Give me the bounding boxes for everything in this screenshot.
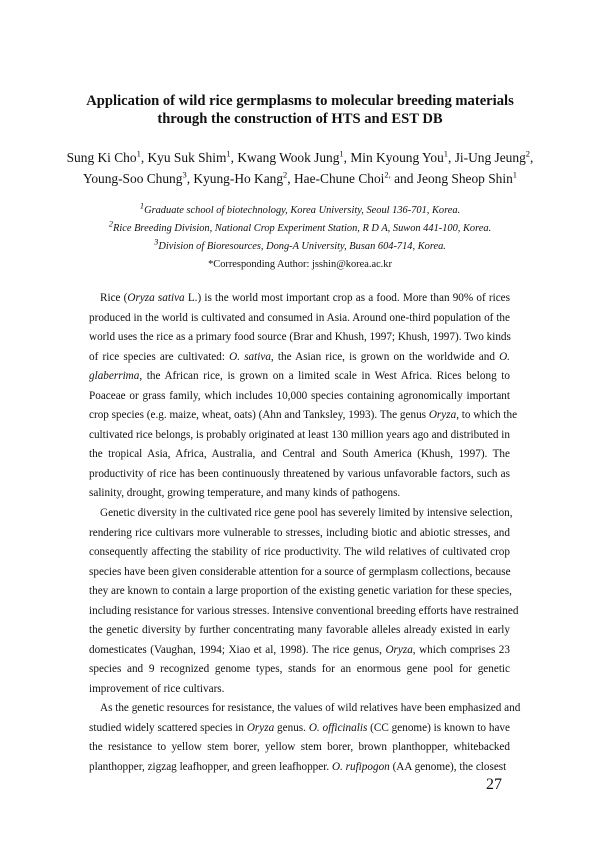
text-line [89, 426, 510, 446]
text-line [89, 582, 510, 602]
body-paragraph-1 [89, 289, 518, 504]
text-run: L.) is the world most important crop as a food. More than 90% of rices [184, 292, 510, 304]
affiliation-number: 1 [139, 200, 145, 211]
text-run: the genetic diversity by further concentrating many favorable alleles already existed in early [89, 624, 510, 636]
author-name: Kwang Wook Jung [237, 150, 340, 165]
affiliation-text: Rice Breeding Division, National Crop Experiment Station, R D A, Suwon 441-100, Korea. [113, 223, 492, 234]
text-line [89, 680, 510, 700]
text-run: rendering rice cultivars more vulnerable to stresses, including biotic and abiotic stresses, and [89, 526, 510, 539]
affiliation-marker: 1 [443, 148, 449, 159]
text-run: , to which the [456, 409, 518, 421]
text-run: the resistance to yellow stem borer, yellow stem borer, brown planthopper, whitebacked [89, 741, 510, 753]
affiliation [60, 200, 540, 217]
text-line [89, 367, 510, 387]
affiliation-number: 3 [154, 236, 159, 247]
corresponding-author: *Corresponding Author: jsshin@korea.ac.kr [208, 259, 392, 270]
text-line [89, 758, 510, 778]
author-name: Young-Soo Chung [82, 171, 183, 186]
paper-title [60, 92, 540, 128]
text-run: the tropical Asia, Africa, Australia, and Central and South America (Khush, 1997). The [89, 448, 510, 460]
affiliation-marker: 1 [226, 148, 231, 159]
text-run: Genetic diversity in the cultivated rice gene pool has severely limited by intensive selection, [100, 507, 513, 519]
text-line [89, 406, 518, 426]
author-name: and Jeong Sheop Shin [394, 171, 513, 186]
text-line [89, 484, 510, 504]
text-run: salinity, drought, growing temperature, and many kinds of pathogens. [89, 487, 401, 499]
text-run: domesticates (Vaughan, 1994; Xiao et al, 1998). The rice genus, [89, 643, 386, 656]
text-line [89, 621, 510, 641]
text-run: studied widely scattered species in [89, 721, 247, 734]
italic-term: Oryza sativa [127, 292, 185, 304]
italic-term: O. officinalis [308, 721, 368, 734]
affiliation-marker: 1 [339, 148, 344, 159]
author-name: Kyu Suk Shim [147, 150, 227, 165]
author-name: Sung Ki Cho [66, 150, 137, 165]
affiliation-text: Division of Bioresources, Dong-A University, Busan 604-714, Korea. [158, 241, 446, 252]
text-run: (AA genome), the closest [389, 760, 507, 773]
text-line [89, 289, 510, 309]
affiliation-marker: 1 [136, 148, 141, 159]
affiliation-number: 2 [108, 218, 114, 229]
text-run: , the African rice, is grown on a limited scale in West Africa. Rices belong to [139, 370, 510, 382]
text-run: genus. [274, 721, 309, 734]
author-line: Young-Soo Chung$^3$, Kyung-Ho Kang$^2$, Hae-Chune Choi$^{2,}$ and Jeong Sheop Shin$^1$ [82, 169, 518, 186]
text-line [89, 309, 510, 329]
title-line: Application of wild rice germplasms to molecular breeding materials [86, 93, 514, 109]
text-run: productivity of rice has been continuously threatened by various unfavorable factors, such as [89, 467, 510, 480]
text-line [89, 348, 510, 368]
text-run: they are known to contain a large proportion of the existing genetic variation for these species, [89, 585, 512, 597]
text-run: Rice ( [100, 292, 128, 304]
affiliation-text: Graduate school of biotechnology, Korea University, Seoul 136-701, Korea. [144, 205, 461, 216]
text-line [89, 660, 510, 680]
text-run: Poaceae or grass family, which includes 10,000 species containing agronomically important [89, 389, 510, 402]
affiliation-marker: 2 [525, 148, 531, 159]
text-line [89, 504, 513, 524]
text-line [89, 445, 510, 465]
text-run: including resistance for various stresses. Intensive conventional breeding efforts have restrained [89, 604, 519, 617]
italic-term: Oryza [246, 721, 275, 734]
text-run: species and 9 recognized genome types, stands for an enormous gene pool for genetic [89, 663, 510, 675]
author-list [60, 147, 540, 189]
text-run: , which comprises 23 [412, 643, 510, 656]
text-run: , the Asian rice, is grown on the worldwide and [270, 350, 500, 363]
italic-term: Oryza [385, 643, 413, 656]
text-line [89, 738, 510, 758]
author-name: Hae-Chune Choi [294, 171, 385, 186]
text-line [89, 524, 510, 544]
italic-term: O. rufipogon [331, 760, 390, 773]
affiliation-marker: 2, [384, 169, 391, 180]
text-line [89, 465, 510, 485]
italic-term: O. [499, 350, 510, 363]
text-run: improvement of rice cultivars. [89, 682, 225, 695]
affiliation [60, 236, 540, 253]
author-name: Ji-Ung Jeung [454, 150, 526, 165]
text-line [89, 602, 519, 622]
author-name: Kyung-Ho Kang [193, 171, 284, 186]
italic-term: glaberrima [89, 370, 140, 382]
text-line [89, 563, 510, 583]
italic-term: O. sativa [229, 350, 271, 363]
author-name: Min Kyoung You [350, 150, 444, 165]
affiliation-marker: 1 [512, 169, 518, 180]
text-run: world uses the rice as a primary food source (Brar and Khush, 1997; Khush, 1997). Two kinds [89, 331, 511, 343]
affiliation-marker: 2 [283, 169, 288, 180]
title-line: through the construction of HTS and EST DB [157, 111, 443, 127]
body-paragraph-2 [89, 504, 519, 699]
text-line [89, 543, 510, 563]
text-run: cultivated rice belongs, is probably originated at least 130 million years ago and distributed in [89, 428, 510, 441]
text-line [89, 328, 510, 348]
text-run: species have been given considerable attention for a source of germplasm collections, because [89, 565, 511, 578]
affiliation [60, 218, 540, 235]
text-line [89, 387, 510, 407]
affiliation-marker: 3 [182, 169, 187, 180]
text-run: crop species (e.g. maize, wheat, oats) (Ahn and Tanksley, 1993). The genus [89, 409, 429, 421]
page-number: 27 [486, 776, 502, 793]
italic-term: Oryza [428, 409, 457, 421]
author-line: Sung Ki Cho$^1$, Kyu Suk Shim$^1$, Kwang Wook Jung$^1$, Min Kyoung You$^1$, Ji-Ung Jeung$^2$, [66, 148, 534, 165]
text-run: (CC genome) is known to have [367, 721, 510, 734]
text-line [89, 719, 510, 739]
text-run: produced in the world is cultivated and consumed in Asia. Around one-third population of the [89, 311, 510, 324]
text-run: consequently affecting the stability of rice productivity. The wild relatives of cultivated crop [89, 546, 510, 558]
text-run: of rice species are cultivated: [89, 350, 230, 363]
text-run: As the genetic resources for resistance, the values of wild relatives have been emphasized and [100, 702, 521, 714]
body-paragraph-3 [89, 699, 521, 777]
text-line [89, 699, 521, 719]
text-run: planthopper, zigzag leafhopper, and green leafhopper. [89, 760, 332, 773]
text-line [89, 641, 510, 661]
